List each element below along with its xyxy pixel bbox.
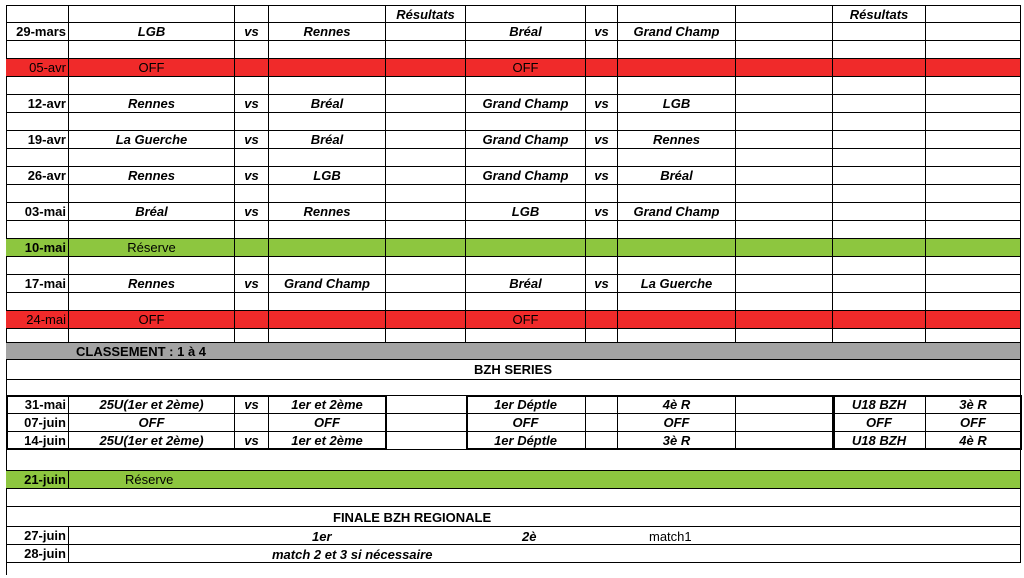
spacer-row xyxy=(6,329,1021,343)
sheet-cell xyxy=(269,113,386,131)
sheet-cell xyxy=(926,149,1021,167)
sheet-cell xyxy=(926,23,1021,41)
sheet-cell xyxy=(926,131,1021,149)
match-row xyxy=(6,203,1021,221)
sheet-cell xyxy=(586,221,618,239)
match-row xyxy=(6,23,1021,41)
sheet-cell xyxy=(6,329,69,343)
team-name: LGB xyxy=(269,167,386,185)
sheet-cell xyxy=(235,6,269,23)
sheet-cell xyxy=(618,257,736,275)
sheet-cell xyxy=(235,257,269,275)
sheet-cell xyxy=(466,149,586,167)
sheet-cell xyxy=(926,77,1021,95)
sheet-cell xyxy=(926,41,1021,59)
sheet-cell xyxy=(6,41,69,59)
sheet-cell xyxy=(69,257,235,275)
sheet-cell xyxy=(833,149,926,167)
results-header: Résultats xyxy=(833,6,926,23)
sheet-cell xyxy=(69,77,235,95)
series-row xyxy=(6,414,1021,432)
off-row xyxy=(6,59,1021,77)
spacer-row xyxy=(6,113,1021,131)
sheet-cell xyxy=(235,293,269,311)
finale-detail xyxy=(69,545,1021,563)
sheet-cell xyxy=(833,59,926,77)
vs-label: vs xyxy=(586,131,618,149)
vs-label: vs xyxy=(235,275,269,293)
sheet-cell xyxy=(386,41,466,59)
sheet-cell xyxy=(466,293,586,311)
sheet-cell xyxy=(269,329,386,343)
sheet-cell xyxy=(586,59,618,77)
sheet-cell xyxy=(618,6,736,23)
match-date: 14-juin xyxy=(6,432,69,450)
sheet-cell xyxy=(736,59,833,77)
finale-row xyxy=(6,527,1021,545)
sheet-cell xyxy=(466,113,586,131)
sheet-cell xyxy=(235,77,269,95)
sheet-cell xyxy=(736,185,833,203)
sheet-cell xyxy=(926,275,1021,293)
sheet-cell xyxy=(618,185,736,203)
vs-label: vs xyxy=(586,167,618,185)
sheet-cell xyxy=(736,113,833,131)
result-cell xyxy=(736,203,833,221)
vs-label: vs xyxy=(586,95,618,113)
sheet-cell xyxy=(386,59,466,77)
sheet-cell xyxy=(833,23,926,41)
sheet-cell xyxy=(833,41,926,59)
team-name: Grand Champ xyxy=(618,203,736,221)
team-name: Grand Champ xyxy=(466,131,586,149)
team-name: 1er Déptle xyxy=(466,432,586,450)
sheet-cell xyxy=(386,77,466,95)
result-cell xyxy=(736,95,833,113)
reserve-label: Réserve xyxy=(69,471,1021,489)
sheet-cell xyxy=(6,380,1021,396)
match-date: 24-mai xyxy=(6,311,69,329)
team-name: Rennes xyxy=(69,167,235,185)
team-name: 25U(1er et 2ème) xyxy=(69,396,235,414)
team-name: La Guerche xyxy=(69,131,235,149)
sheet-cell xyxy=(833,239,926,257)
finale-second: 2è xyxy=(522,529,537,544)
result-cell xyxy=(386,275,466,293)
match-date: 10-mai xyxy=(6,239,69,257)
sheet-cell xyxy=(235,41,269,59)
sheet-cell xyxy=(386,185,466,203)
sheet-cell xyxy=(586,311,618,329)
finale-title: FINALE BZH REGIONALE xyxy=(6,507,1021,527)
off-label: OFF xyxy=(69,59,235,77)
match-date: 21-juin xyxy=(6,471,69,489)
sheet-cell xyxy=(736,6,833,23)
sheet-cell xyxy=(269,41,386,59)
result-cell xyxy=(736,275,833,293)
off-label: OFF xyxy=(466,311,586,329)
match-date: 26-avr xyxy=(6,167,69,185)
sheet-cell xyxy=(386,396,466,414)
sheet-cell xyxy=(69,6,235,23)
sheet-cell xyxy=(736,414,833,432)
off-row xyxy=(6,311,1021,329)
result-cell xyxy=(386,167,466,185)
sheet-cell xyxy=(586,396,618,414)
match-date: 17-mai xyxy=(6,275,69,293)
sheet-cell xyxy=(736,257,833,275)
sheet-cell xyxy=(926,311,1021,329)
sheet-cell xyxy=(466,185,586,203)
sheet-cell xyxy=(618,41,736,59)
team-name: OFF xyxy=(69,414,235,432)
team-name: Rennes xyxy=(69,95,235,113)
team-name: OFF xyxy=(618,414,736,432)
match-row xyxy=(6,131,1021,149)
sheet-cell xyxy=(926,6,1021,23)
bzh-series-title: BZH SERIES xyxy=(6,360,1021,380)
sheet-cell xyxy=(833,203,926,221)
sheet-cell xyxy=(586,414,618,432)
sheet-cell xyxy=(833,257,926,275)
sheet-cell xyxy=(926,113,1021,131)
sheet-cell xyxy=(926,239,1021,257)
spacer-row xyxy=(6,77,1021,95)
spacer-row xyxy=(6,380,1021,396)
sheet-cell xyxy=(69,185,235,203)
team-name: OFF xyxy=(833,414,926,432)
off-label: OFF xyxy=(466,59,586,77)
vs-label: vs xyxy=(586,203,618,221)
team-name: U18 BZH xyxy=(833,396,926,414)
sheet-cell xyxy=(69,149,235,167)
sheet-cell xyxy=(926,167,1021,185)
sheet-cell xyxy=(618,221,736,239)
result-cell xyxy=(736,167,833,185)
match-date: 29-mars xyxy=(6,23,69,41)
off-label: OFF xyxy=(69,311,235,329)
sheet-cell xyxy=(926,59,1021,77)
team-name: Grand Champ xyxy=(466,167,586,185)
team-name: 1er et 2ème xyxy=(269,396,386,414)
sheet-cell xyxy=(6,293,69,311)
vs-label: vs xyxy=(235,23,269,41)
sheet-cell xyxy=(833,113,926,131)
team-name: LGB xyxy=(618,95,736,113)
result-cell xyxy=(386,203,466,221)
classement-row xyxy=(6,343,1021,360)
reserve-row xyxy=(6,471,1021,489)
team-name: 4è R xyxy=(926,432,1021,450)
vs-label: vs xyxy=(235,95,269,113)
sheet-cell xyxy=(69,41,235,59)
sheet-cell xyxy=(6,185,69,203)
team-name: Bréal xyxy=(269,95,386,113)
team-name: U18 BZH xyxy=(833,432,926,450)
vs-label: vs xyxy=(235,131,269,149)
sheet-cell xyxy=(926,95,1021,113)
sheet-cell xyxy=(235,113,269,131)
team-name: 1er Déptle xyxy=(466,396,586,414)
sheet-cell xyxy=(618,293,736,311)
sheet-cell xyxy=(833,167,926,185)
sheet-cell xyxy=(833,221,926,239)
sheet-cell xyxy=(69,293,235,311)
sheet-cell xyxy=(386,311,466,329)
match-date: 31-mai xyxy=(6,396,69,414)
match-date: 03-mai xyxy=(6,203,69,221)
team-name: Bréal xyxy=(69,203,235,221)
match-row xyxy=(6,275,1021,293)
sheet-cell xyxy=(736,221,833,239)
sheet-cell xyxy=(386,414,466,432)
result-cell xyxy=(386,131,466,149)
sheet-cell xyxy=(269,221,386,239)
sheet-cell xyxy=(926,185,1021,203)
team-name: Grand Champ xyxy=(466,95,586,113)
sheet-cell xyxy=(386,257,466,275)
match-date: 19-avr xyxy=(6,131,69,149)
vs-label: vs xyxy=(586,275,618,293)
sheet-cell xyxy=(6,221,69,239)
sheet-cell xyxy=(736,239,833,257)
sheet-cell xyxy=(269,239,386,257)
spacer-row xyxy=(6,450,1021,471)
sheet-cell xyxy=(833,185,926,203)
team-name: Rennes xyxy=(69,275,235,293)
sheet-cell xyxy=(618,149,736,167)
sheet-cell xyxy=(736,77,833,95)
sheet-cell xyxy=(736,396,833,414)
sheet-cell xyxy=(586,257,618,275)
sheet-cell xyxy=(736,149,833,167)
sheet-cell xyxy=(586,432,618,450)
sheet-cell xyxy=(736,329,833,343)
sheet-cell xyxy=(6,489,1021,507)
sheet-cell xyxy=(833,329,926,343)
sheet-cell xyxy=(736,41,833,59)
result-cell xyxy=(736,131,833,149)
spacer-row xyxy=(6,149,1021,167)
sheet-cell xyxy=(235,149,269,167)
sheet-cell xyxy=(833,311,926,329)
sheet-cell xyxy=(618,59,736,77)
sheet-cell xyxy=(466,77,586,95)
sheet-cell xyxy=(833,95,926,113)
sheet-cell xyxy=(586,6,618,23)
match-date: 28-juin xyxy=(6,545,69,563)
spacer-row xyxy=(6,41,1021,59)
finale-title-row xyxy=(6,507,1021,527)
sheet-cell xyxy=(926,203,1021,221)
sheet-cell xyxy=(586,185,618,203)
sheet-cell xyxy=(69,113,235,131)
sheet-cell xyxy=(6,149,69,167)
vs-label: vs xyxy=(235,396,269,414)
sheet-cell xyxy=(386,329,466,343)
sheet-cell xyxy=(926,257,1021,275)
team-name: Bréal xyxy=(618,167,736,185)
sheet-cell xyxy=(69,221,235,239)
sheet-cell xyxy=(386,239,466,257)
vs-label: vs xyxy=(235,432,269,450)
sheet-cell xyxy=(6,77,69,95)
match-date: 27-juin xyxy=(6,527,69,545)
sheet-cell xyxy=(926,329,1021,343)
sheet-cell xyxy=(269,77,386,95)
team-name: LGB xyxy=(69,23,235,41)
reserve-label: Réserve xyxy=(69,239,235,257)
team-name: Rennes xyxy=(618,131,736,149)
sheet-cell xyxy=(466,329,586,343)
vs-label: vs xyxy=(586,23,618,41)
result-cell xyxy=(386,95,466,113)
match-row xyxy=(6,95,1021,113)
team-name: Rennes xyxy=(269,203,386,221)
team-name: 25U(1er et 2ème) xyxy=(69,432,235,450)
sheet-cell xyxy=(466,257,586,275)
sheet-cell xyxy=(269,59,386,77)
sheet-cell xyxy=(6,6,69,23)
sheet-cell xyxy=(586,113,618,131)
team-name: 4è R xyxy=(618,396,736,414)
classement-label: CLASSEMENT : 1 à 4 xyxy=(6,343,1021,360)
sheet-cell xyxy=(618,239,736,257)
match-row xyxy=(6,167,1021,185)
sheet-cell xyxy=(269,311,386,329)
sheet-cell xyxy=(235,239,269,257)
result-cell xyxy=(386,23,466,41)
sheet-cell xyxy=(618,329,736,343)
sheet-cell xyxy=(235,221,269,239)
result-cell xyxy=(736,23,833,41)
team-name: Grand Champ xyxy=(269,275,386,293)
sheet-cell xyxy=(586,77,618,95)
sheet-cell xyxy=(618,311,736,329)
team-name: OFF xyxy=(269,414,386,432)
sheet-cell xyxy=(386,221,466,239)
sheet-cell xyxy=(6,257,69,275)
team-name: Bréal xyxy=(269,131,386,149)
vs-label: vs xyxy=(235,167,269,185)
sheet-cell xyxy=(269,6,386,23)
team-name: 3è R xyxy=(618,432,736,450)
sheet-cell xyxy=(586,149,618,167)
sheet-cell xyxy=(269,149,386,167)
sheet-cell xyxy=(586,41,618,59)
sheet-cell xyxy=(833,275,926,293)
finale-detail xyxy=(69,527,1021,545)
sheet-cell xyxy=(833,77,926,95)
spacer-row xyxy=(6,221,1021,239)
sheet-cell xyxy=(586,329,618,343)
spacer-row xyxy=(6,185,1021,203)
bzh-series-row xyxy=(6,360,1021,380)
finale-first: 1er xyxy=(312,529,332,544)
reserve-row xyxy=(6,239,1021,257)
sheet-cell xyxy=(586,239,618,257)
team-name: 3è R xyxy=(926,396,1021,414)
finale-note: match 2 et 3 si nécessaire xyxy=(272,547,433,562)
match-date: 12-avr xyxy=(6,95,69,113)
sheet-cell xyxy=(386,293,466,311)
sheet-cell xyxy=(386,149,466,167)
series-row xyxy=(6,396,1021,414)
sheet-cell xyxy=(618,113,736,131)
sheet-cell xyxy=(386,432,466,450)
sheet-cell xyxy=(269,293,386,311)
sheet-cell xyxy=(926,221,1021,239)
sheet-cell xyxy=(466,41,586,59)
team-name: Bréal xyxy=(466,23,586,41)
sheet-cell xyxy=(466,239,586,257)
sheet-cell xyxy=(6,113,69,131)
match-date: 05-avr xyxy=(6,59,69,77)
series-row xyxy=(6,432,1021,450)
sheet-cell xyxy=(736,311,833,329)
team-name: OFF xyxy=(926,414,1021,432)
vs-label xyxy=(235,414,269,432)
sheet-cell xyxy=(69,329,235,343)
team-name: OFF xyxy=(466,414,586,432)
team-name: Rennes xyxy=(269,23,386,41)
sheet-cell xyxy=(466,6,586,23)
header-row xyxy=(6,6,1021,23)
match-date: 07-juin xyxy=(6,414,69,432)
sheet-cell xyxy=(618,77,736,95)
sheet-cell xyxy=(235,185,269,203)
sheet-cell xyxy=(833,131,926,149)
sheet-cell xyxy=(466,221,586,239)
results-header: Résultats xyxy=(386,6,466,23)
finale-row xyxy=(6,545,1021,563)
sheet-cell xyxy=(833,293,926,311)
sheet-cell xyxy=(736,293,833,311)
sheet-cell xyxy=(269,257,386,275)
team-name: La Guerche xyxy=(618,275,736,293)
team-name: LGB xyxy=(466,203,586,221)
finale-match1: match1 xyxy=(649,529,692,544)
sheet-cell xyxy=(386,113,466,131)
vs-label: vs xyxy=(235,203,269,221)
spacer-row xyxy=(6,257,1021,275)
sheet-cell xyxy=(6,450,1021,471)
team-name: Bréal xyxy=(466,275,586,293)
team-name: Grand Champ xyxy=(618,23,736,41)
sheet-cell xyxy=(736,432,833,450)
sheet-cell xyxy=(586,293,618,311)
team-name: 1er et 2ème xyxy=(269,432,386,450)
spacer-row xyxy=(6,489,1021,507)
sheet-cell xyxy=(269,185,386,203)
sheet-cell xyxy=(235,329,269,343)
sheet-cell xyxy=(235,59,269,77)
sheet-cell xyxy=(926,293,1021,311)
sheet-cell xyxy=(235,311,269,329)
spacer-row xyxy=(6,293,1021,311)
